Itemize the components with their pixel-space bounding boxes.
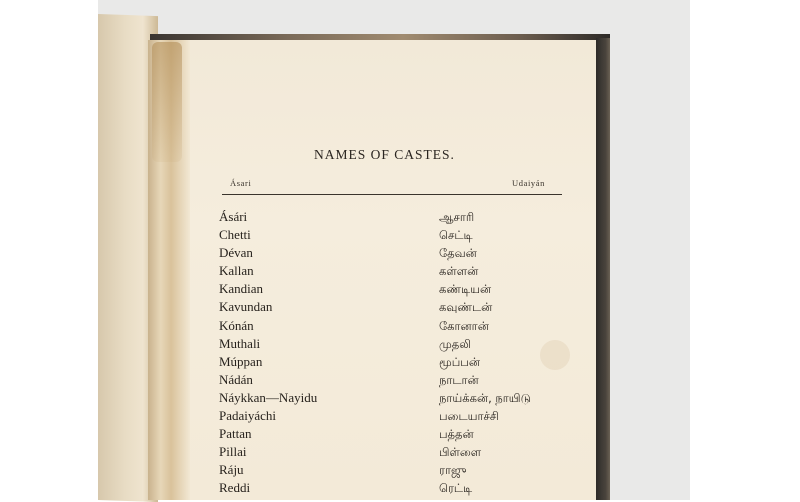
list-item [219,480,579,498]
caste-name-tamil: கண்டியன் [439,282,492,297]
caste-name: Pattan [219,426,252,442]
gutter-stain [152,42,182,162]
list-item [219,245,579,263]
caste-name: Muthali [219,335,261,351]
list-item [219,426,579,444]
book-cover-right-edge [596,38,610,500]
caste-name-tamil: நாய்க்கன், நாயிடு [439,390,531,405]
caste-name: Dévan [219,245,253,261]
caste-name: Kavundan [219,299,273,315]
caste-name: Pillai [219,444,247,460]
list-item [219,281,579,299]
caste-name-tamil: கவுண்டன் [439,300,493,315]
caste-name: Náykkan—Nayidu [219,389,318,405]
caste-name: Kallan [219,263,254,279]
list-item [219,390,579,408]
page-heading: NAMES OF CASTES. [314,147,455,162]
caste-name-tamil: செட்டி [439,228,473,243]
list-item [219,299,579,317]
caste-name: Kandian [219,281,264,297]
caste-list [219,209,579,499]
list-item [219,263,579,281]
caste-name: Chetti [219,227,251,243]
caste-name-tamil: பத்தன் [439,427,474,442]
caste-name-tamil: ஆசாரி [439,210,475,224]
caste-name: Padaiyáchi [219,408,277,424]
caste-name-tamil: கோனான் [439,318,489,333]
caste-name-tamil: நாடான் [439,372,479,387]
caste-name-tamil: கள்ளன் [439,264,479,279]
caste-name-tamil: தேவன் [439,246,477,261]
column-header-right: Udaiyán [512,178,545,188]
list-item [219,444,579,462]
header-rule [222,194,562,195]
caste-name: Ráju [219,462,244,478]
column-header-left: Ásari [230,178,252,188]
caste-name-tamil: மூப்பன் [439,354,481,369]
caste-name-tamil: படையாச்சி [439,409,499,424]
list-item [219,462,579,480]
list-item [219,209,579,227]
list-item [219,227,579,245]
list-item [219,408,579,426]
caste-name: Reddi [219,480,251,496]
list-item [219,354,579,372]
caste-name: Kónán [219,317,254,333]
caste-name: Múppan [219,353,263,369]
caste-name-tamil: முதலி [439,336,471,351]
list-item [219,318,579,336]
caste-name: Ásári [219,209,248,224]
list-item [219,372,579,390]
caste-name: Nádán [219,371,253,387]
caste-name-tamil: பிள்ளை [439,445,482,460]
caste-name-tamil: ராஜு [439,463,467,478]
caste-name-tamil: ரெட்டி [439,481,473,496]
list-item [219,336,579,354]
